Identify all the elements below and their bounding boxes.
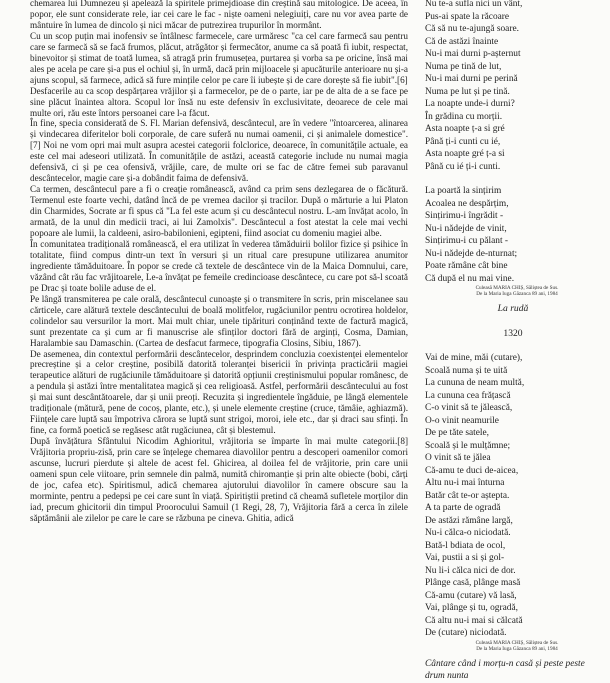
verse-line: De astăzi rămâne largă, [425, 515, 513, 526]
body-paragraph: În comunitatea tradițională românească, el era utilizat în vederea tămăduirii bolilor fizice și psihice în totalitate, fiind compus dintr-un text în versuri și un ritual care presupune utilizarea anumitor ingrediente tămăduitoare. În popor se crede că textele de descântece vin de la Maica Domnului, care, văzând cât rău fac vrăjitoarele, Le-a învățat pe femeile credincioase descântece, cu care pot să-l scoată pe Drac și toate bolile aduse de el. [30, 238, 408, 293]
verse-line: Numa pe lut și pe tină. [425, 86, 510, 97]
verse-line: Scoală și le mulțămnе; [425, 440, 511, 451]
collector-credit [425, 285, 601, 297]
verse-line: Nu-i călca-o niciodată. [425, 528, 511, 539]
verse-line: Scoală numa și te uită [425, 365, 508, 376]
lament-verses-1 [425, 0, 601, 173]
verse-line: În grădina cu morții. [425, 111, 503, 122]
verse-line: Pus-ai spate la răcoare [425, 11, 510, 22]
verse-line: Sințirimu-i îngrădit - [425, 211, 504, 221]
verse-line: Că-amu (cutare) vă lasă, [425, 590, 517, 601]
song-title: La rudă [497, 303, 529, 315]
verse-line: Vai de mine, măi (cutare), [425, 353, 523, 364]
verse-line: Că după el nu mai vine. [425, 273, 515, 284]
verse-line: O vinit să te jălea [425, 453, 491, 464]
body-paragraph: Cu un scop puțin mai inofensiv se întâlnesc farmecele, care urmăresc "ca cel care farmecă sau pentru care se farmecă să se facă frumos, plăcut, atrăgător și fermecător, anume ca să poată fi iubit, respectat, binevoitor și stimat de toată lumea, să atragă prin frumusețea, purtarea și vorba sa pe oricine, însă mai ales pe acela pe care și-a pus el ochiul și, în urmă, dacă prin mijloacele și apucăturile anterioare nu și-a ajuns scopul, să farmece, adică să fure mințile celor pe care îi iubește și de care dorește să fie iubit".[6] [30, 30, 408, 85]
verse-line: Până cu ié ți-i cunti. [425, 161, 501, 172]
verse-line: C-o vinit să te jălească, [425, 403, 513, 414]
body-paragraph: De asemenea, din contextul performării descântecelor, desprindem concluzia coexistenței elementelor precreștine și a celor creștine, posibilă datorită toleranței bisericii în privința practicării magiei terapeutice alături de rugăciunile tămăduitoare și datorită opțiunii creștinismului popular românesc, de a pendula și astăzi între mentalitatea magică și cea religioasă. Astfel, performării descântecului au fost și mai sunt descântătoarele, dar și unii preoți. Recuzita și ingredientele îngăduie, pe lângă elementele tradiționale (mătură, pene de cocoș, plante, etc.), și unele elemente creștine (cruce, tămâie, aghiazmă). Ființele care luptă sau împotriva cărora se luptă sunt strigoi, moroi, iele etc., dar și draci sau sfinți. În fine, ca formă poetică se regăsesc atât rugăciunea, cât și blestemul. [30, 348, 408, 436]
credit-line: De la Maria Iuga Găzanca 89 ani, 1984 [476, 645, 558, 652]
body-paragraph: chemarea lui Dumnezeu și apelează la spiritele primejdioase din creștină sau mitologice. De aceea, în popor, ele sunt considerate rele, iar cei care le fac - niște oameni nelegiuiți, care nu vor avea parte de mântuire în lumea de dincolo și nici măcar de putrezirea trupurilor în mormânt. [30, 0, 408, 30]
verse-line: Nu-i nădejde de vinit, [425, 223, 507, 234]
verse-column [425, 0, 601, 683]
song-number: 1320 [503, 327, 523, 339]
verse-line: Nu li-i călca nici de dor. [425, 565, 516, 576]
verse-line: Vai, pustii a si și gol- [425, 553, 505, 564]
verse-line: Că-amu te duci de-aicea, [425, 465, 519, 476]
verse-line: La cununa de neam multă, [425, 378, 525, 389]
body-paragraph: Ca termen, descântecul pare a fi o creație românească, având ca prim sens dezlegarea de o făcătură. Termenul este foarte vechi, datând încă de pe vremea dacilor și tracilor. După o mărturie a lui Platon din Charmides, Socrate ar fi spus că "La fel este acum și cu descântecul nostru. L-am învățat acolo, în armată, de la unul din medicii traci, ai lui Zamolxis". Descântecul a fost atestat la cele mai vechi popoare ale lumii, la caldeeni, asiro-babilonieni, egipteni, fiind asociat cu domeniu magiei albe. [30, 184, 408, 239]
credit-line: Culeasă MARIA CHIȘ, Săliștea de Sus. [475, 639, 559, 646]
verse-line: Nu-i nădejde de-nturnat; [425, 248, 518, 259]
verse-line: Asta noapte ț-a si gré [425, 124, 505, 134]
body-paragraph: Desfacerile au ca scop despărțarea vrăjilor și a farmecelor, pe de o parte, iar pe de alta de a se face pe sine plăcut înaintea altora. Scopul lor însă nu este defensiv în exclusivitate, deoarece de cele mai multe ori, rău este întors persoanei care l-a făcut. [30, 85, 408, 118]
verse-line: La noapte unde-i durni? [425, 99, 515, 109]
verse-line: Nu-i mai durni p-așternut [425, 49, 521, 59]
verse-line: Numa pe tină de lut, [425, 61, 502, 72]
credit-line: Culeasă MARIA CHIȘ, Săliștea de Sus. [475, 285, 559, 291]
body-paragraph: Pe lângă transmiterea pe cale orală, descântecul cunoaște și o transmitere în scris, prin miscelanee sau cărticele, care alătură textele descântecului de boală molitfelor, rugăciunilor pentru ocrotirea holdelor, colindelor sau versurilor la mort. Mai mult chiar, unele tipărituri conținând texte de factură magică, sunt prezentate ca și cum ar fi manuscrise ale sfinților doctori fără de arginți, Cosma, Damian, Haralambie sau Damaschin. (Cartea de desfacut farmece, tipografia Closins, Sibiu, 1867). [30, 293, 408, 348]
main-text-column [30, 0, 408, 524]
next-song-title: Cântare când i morțu-n casă și peste peste drum nunta [425, 658, 585, 682]
verse-line: A ta parte de ogradă [425, 503, 501, 514]
verse-line: De (cutare) niciodată. [425, 628, 507, 639]
verse-line: Altu nu-i mai înturna [425, 478, 505, 489]
verse-line: Nu-i mai durni pe perină [425, 74, 518, 84]
verse-line: Nu te-a sufla nici un vânt, [425, 0, 523, 9]
verse-line: Sințirimu-i cu pălant - [425, 236, 509, 246]
verse-line: Plânge casă, plânge masă [425, 578, 521, 589]
body-paragraph: În fine, specia considerată de S. Fl. Marian defensivă, descântecul, are în vedere "întoarcerea, alinarea și vindecarea diferitelor boli corporale, de care suferă nu numai oamenii, ci și animalele domestice".[7] Noi ne vom opri mai mult asupra acestei categorii folclorice, deoarece, în comunitățile actuale, ea este cel mai adeseori utilizată. În comunitățile de astăzi, această categorie include nu numai magia defensivă, ci și pe cea ofensivă, vrăjile, care, de multe ori se fac de către femei sub paravanul descântecelor, magie care și-a dobândit faima de defensivă. [30, 118, 408, 184]
verse-line: Până ți-i cunti cu ié, [425, 136, 501, 147]
verse-line: Bată-l bdiata de ocol, [425, 540, 506, 551]
verse-line: Vai, plânge și tu, ogradă, [425, 603, 518, 614]
verse-line: De pe tăte satele, [425, 428, 490, 439]
verse-line: Asta noapte gré ț-a si [425, 149, 505, 159]
verse-line: La poartă la sințirim [425, 186, 502, 196]
collector-credit [425, 640, 601, 652]
credit-line: De la Maria Iuga Găzanca 89 ani, 1984 [476, 291, 558, 298]
verse-line: Batăr cât te-or așteptа. [425, 490, 510, 501]
verse-line: Că altu nu-i mai si călcată [425, 615, 523, 626]
verse-line: O-o vinit neamurile [425, 415, 499, 426]
verse-line: La cununa cea frățască [425, 390, 511, 401]
verse-line: Că să nu te-ajungă soare. [425, 24, 519, 34]
lament-verses-2 [425, 185, 601, 285]
verse-line: Poate rămâne cât bine [425, 261, 508, 271]
body-paragraph: După învățătura Sfântului Nicodim Aghioritul, vrăjitoria se împarte în mai multe categorii.[8] Vrăjitoria propriu-zisă, prin care se înțelege chemarea diavolilor pentru a descoperi oamenilor comori ascunse, lucruri pierdute și altele de acest fel. Ghicirea, al doilea fel de vrăjitorie, prin care unii oameni spun cele viitoare, prin semnele din palmă, numită chiromanție și prin alte obiecte (bobi, cărți de joc, cafea etc). Spiritismul, adică chemarea ajutorului diavolilor în camere obscure sau la morminte, pentru a pedepsi pe cei care sunt în viață. Spiritiștii pretind că cheamă sufletele morților din iad, precum ghicitorii din timpul Proorocului Samuil (1 Regi, 28, 7), Vrăjitoria fără a cerca în zilele săptămânii ale zilelor pe care le care se răzbuna pe cineva. Ghitia, adică [30, 436, 408, 523]
verse-line: Că de astăzi înainte [425, 36, 499, 47]
verse-line: Acoalea ne despărțim, [425, 198, 509, 209]
lament-verses-3 [425, 352, 601, 640]
